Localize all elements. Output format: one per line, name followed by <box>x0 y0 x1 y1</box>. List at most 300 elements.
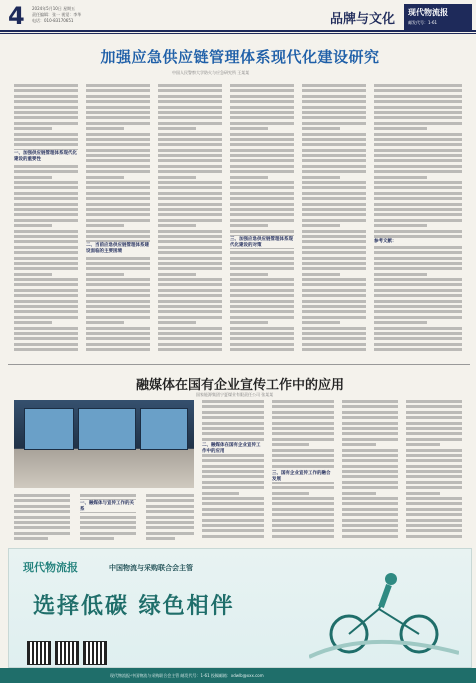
text-line <box>302 327 366 330</box>
text-line <box>374 348 462 351</box>
text-line <box>14 273 52 276</box>
text-line <box>374 203 462 206</box>
article1-subhead-2: 二、当前应急供应链管理体系建设面临的主要困境 <box>86 243 149 254</box>
text-line <box>146 499 194 502</box>
text-line <box>230 127 268 130</box>
text-line <box>406 411 462 414</box>
text-line <box>14 505 70 508</box>
text-line <box>374 305 462 308</box>
text-line <box>230 197 294 200</box>
text-line <box>302 348 366 351</box>
text-line <box>14 84 78 87</box>
text-line <box>14 348 78 351</box>
text-line <box>342 524 398 527</box>
article2-column-4 <box>202 400 264 540</box>
text-line <box>86 89 150 92</box>
text-line <box>230 310 294 313</box>
text-line <box>272 513 334 516</box>
text-line <box>374 343 462 346</box>
text-line <box>230 332 294 335</box>
text-line <box>158 257 222 260</box>
text-line <box>302 305 366 308</box>
text-line <box>158 305 222 308</box>
text-line <box>302 219 366 222</box>
text-line <box>14 240 78 243</box>
text-line <box>302 230 366 233</box>
text-line <box>230 208 294 211</box>
text-line <box>14 219 78 222</box>
text-line <box>272 400 334 403</box>
text-line <box>86 289 150 292</box>
text-line <box>302 143 366 146</box>
text-line <box>374 181 462 184</box>
article1-subhead-3: 三、加强应急供应链管理体系现代化建设的对策 <box>230 237 293 248</box>
text-line <box>14 321 52 324</box>
text-line <box>14 532 70 535</box>
text-line <box>158 203 222 206</box>
text-line <box>342 427 398 430</box>
text-line <box>374 138 462 141</box>
text-line <box>202 486 264 489</box>
text-line <box>158 283 222 286</box>
text-line <box>80 521 136 524</box>
text-line <box>302 154 366 157</box>
text-line <box>146 494 194 497</box>
text-line <box>86 332 150 335</box>
page-number: 4 <box>8 2 25 30</box>
text-line <box>342 454 398 457</box>
text-line <box>342 519 398 522</box>
text-line <box>342 513 398 516</box>
text-line <box>302 89 366 92</box>
text-line <box>374 332 462 335</box>
text-line <box>272 449 334 452</box>
text-line <box>86 273 124 276</box>
text-line <box>86 283 150 286</box>
text-line <box>158 208 222 211</box>
text-line <box>272 411 334 414</box>
text-line <box>86 267 150 270</box>
text-line <box>230 278 294 281</box>
text-line <box>406 432 462 435</box>
text-line <box>342 459 398 462</box>
text-line <box>14 343 78 346</box>
text-line <box>406 465 462 468</box>
text-line <box>406 454 462 457</box>
text-line <box>202 411 264 414</box>
text-line <box>374 186 462 189</box>
ad-slogan: 选择低碳 绿色相伴 <box>33 594 235 619</box>
text-line <box>302 257 366 260</box>
text-line <box>158 337 222 340</box>
text-line <box>272 519 334 522</box>
text-line <box>202 454 264 457</box>
text-line <box>14 235 78 238</box>
text-line <box>14 510 70 513</box>
text-line <box>302 235 366 238</box>
text-line <box>14 310 78 313</box>
text-line <box>202 529 264 532</box>
text-line <box>302 176 340 179</box>
text-line <box>158 95 222 98</box>
text-line <box>342 465 398 468</box>
text-line <box>158 127 196 130</box>
text-line <box>230 294 294 297</box>
text-line <box>80 516 136 519</box>
advertisement-banner <box>8 548 472 668</box>
text-line <box>14 106 78 109</box>
text-line <box>14 305 78 308</box>
text-line <box>86 149 150 152</box>
text-line <box>374 262 462 265</box>
text-line <box>302 283 366 286</box>
text-line <box>86 143 150 146</box>
text-line <box>86 197 150 200</box>
text-line <box>202 508 264 511</box>
text-line <box>158 176 196 179</box>
text-line <box>302 213 366 216</box>
text-line <box>230 138 294 141</box>
text-line <box>406 400 462 403</box>
text-line <box>158 192 222 195</box>
text-line <box>374 321 427 324</box>
text-line <box>302 138 366 141</box>
text-line <box>86 224 124 227</box>
text-line <box>158 111 222 114</box>
phone-line: 电话：010-83170651 <box>32 18 74 23</box>
text-line <box>272 524 334 527</box>
text-line <box>146 532 194 535</box>
text-line <box>374 273 427 276</box>
text-line <box>202 497 264 500</box>
screen-left <box>24 408 74 450</box>
text-line <box>406 459 462 462</box>
text-line <box>202 422 264 425</box>
text-line <box>158 159 222 162</box>
references-heading: 参考文献： <box>374 238 462 244</box>
text-line <box>230 122 294 125</box>
text-line <box>374 230 462 233</box>
text-line <box>158 219 222 222</box>
text-line <box>406 475 462 478</box>
article2-column-6 <box>342 400 398 540</box>
text-line <box>14 170 78 173</box>
text-line <box>80 532 136 535</box>
text-line <box>374 84 462 87</box>
text-line <box>14 537 48 540</box>
text-line <box>302 262 366 265</box>
text-line <box>272 492 309 495</box>
text-line <box>230 170 294 173</box>
text-line <box>86 170 150 173</box>
text-line <box>146 526 194 529</box>
text-line <box>302 192 366 195</box>
text-line <box>14 337 78 340</box>
text-line <box>374 300 462 303</box>
text-line <box>158 327 222 330</box>
text-line <box>406 470 462 473</box>
text-line <box>202 427 264 430</box>
text-line <box>202 492 239 495</box>
text-line <box>406 449 462 452</box>
text-line <box>158 181 222 184</box>
text-line <box>302 159 366 162</box>
text-line <box>86 176 124 179</box>
text-line <box>158 106 222 109</box>
text-line <box>302 100 366 103</box>
text-line <box>230 262 294 265</box>
text-line <box>202 481 264 484</box>
text-line <box>374 143 462 146</box>
text-line <box>86 348 150 351</box>
text-line <box>14 143 78 146</box>
text-line <box>86 262 150 265</box>
ad-footer-bar <box>0 668 476 683</box>
qr-code-2 <box>55 641 79 665</box>
text-line <box>158 224 196 227</box>
text-line <box>230 251 294 254</box>
text-line <box>406 486 462 489</box>
text-line <box>14 300 78 303</box>
text-line <box>158 300 222 303</box>
text-line <box>86 186 150 189</box>
text-line <box>230 267 294 270</box>
article1-column-6 <box>374 84 462 354</box>
text-line <box>230 348 294 351</box>
article1-subhead-1: 一、加强供应链管理体系现代化建设的重要性 <box>14 151 77 162</box>
text-line <box>14 186 78 189</box>
text-line <box>86 300 150 303</box>
text-line <box>230 176 268 179</box>
text-line <box>158 235 222 238</box>
text-line <box>14 181 78 184</box>
text-line <box>302 224 340 227</box>
text-line <box>86 310 150 313</box>
text-line <box>302 332 366 335</box>
article2-column-7 <box>406 400 462 540</box>
text-line <box>86 181 150 184</box>
text-line <box>158 251 222 254</box>
text-line <box>406 513 462 516</box>
text-line <box>86 343 150 346</box>
text-line <box>374 267 462 270</box>
text-line <box>14 526 70 529</box>
text-line <box>342 529 398 532</box>
text-line <box>406 535 462 538</box>
text-line <box>342 470 398 473</box>
text-line <box>230 273 268 276</box>
text-line <box>406 497 462 500</box>
text-line <box>202 459 264 462</box>
text-line <box>158 289 222 292</box>
text-line <box>86 337 150 340</box>
qr-code-3 <box>83 641 107 665</box>
text-line <box>202 519 264 522</box>
screen-center <box>78 408 136 450</box>
text-line <box>86 208 150 211</box>
text-line <box>230 305 294 308</box>
text-line <box>342 535 398 538</box>
text-line <box>342 449 398 452</box>
text-line <box>14 246 78 249</box>
text-line <box>86 84 150 87</box>
text-line <box>302 294 366 297</box>
text-line <box>302 95 366 98</box>
text-line <box>146 510 194 513</box>
text-line <box>342 422 398 425</box>
text-line <box>302 343 366 346</box>
text-line <box>374 149 462 152</box>
text-line <box>374 176 427 179</box>
text-line <box>86 305 150 308</box>
article1-column-4 <box>230 84 294 354</box>
text-line <box>272 535 334 538</box>
editor-credit: 责任编辑：张一 视觉：李华 <box>32 12 82 17</box>
text-line <box>14 283 78 286</box>
text-line <box>14 203 78 206</box>
text-line <box>406 422 462 425</box>
text-line <box>158 122 222 125</box>
text-line <box>342 492 376 495</box>
text-line <box>374 170 462 173</box>
qr-code-1 <box>27 641 51 665</box>
text-line <box>302 84 366 87</box>
text-line <box>86 294 150 297</box>
text-line <box>86 106 150 109</box>
text-line <box>374 100 462 103</box>
text-line <box>158 278 222 281</box>
text-line <box>86 278 150 281</box>
text-line <box>158 332 222 335</box>
text-line <box>302 251 366 254</box>
text-line <box>14 224 52 227</box>
text-line <box>374 337 462 340</box>
text-line <box>158 316 222 319</box>
text-line <box>146 516 194 519</box>
article2-subhead-2: 二、融媒体在国有企业宣传工作中的应用 <box>202 442 264 454</box>
text-line <box>158 273 196 276</box>
text-line <box>230 84 294 87</box>
text-line <box>230 95 294 98</box>
text-line <box>302 267 366 270</box>
text-line <box>230 300 294 303</box>
text-line <box>14 262 78 265</box>
text-line <box>302 203 366 206</box>
text-line <box>158 348 222 351</box>
text-line <box>202 432 264 435</box>
text-line <box>146 521 194 524</box>
text-line <box>230 316 294 319</box>
ad-footer-text: 现代物流报·中国物流与采购联合会主管 邮发代号：1-61 投稿邮箱：xdwlb@xxx.com <box>110 673 264 678</box>
text-line <box>158 321 196 324</box>
text-line <box>374 251 462 254</box>
text-line <box>158 100 222 103</box>
text-line <box>230 111 294 114</box>
text-line <box>14 122 78 125</box>
article2-byline: 国家能源集团宁夏煤业有限责任公司 张某某 <box>196 392 274 397</box>
text-line <box>158 149 222 152</box>
text-line <box>374 327 462 330</box>
text-line <box>80 537 114 540</box>
text-line <box>230 203 294 206</box>
text-line <box>14 176 52 179</box>
text-line <box>302 197 366 200</box>
text-line <box>302 165 366 168</box>
text-line <box>374 310 462 313</box>
text-line <box>374 127 427 130</box>
text-line <box>342 481 398 484</box>
screen-right <box>140 408 188 450</box>
ad-organizer: 中国物流与采购联合会主管 <box>109 564 193 572</box>
text-line <box>158 116 222 119</box>
text-line <box>230 133 294 136</box>
text-line <box>14 267 78 270</box>
text-line <box>302 240 366 243</box>
text-line <box>202 400 264 403</box>
text-line <box>302 310 366 313</box>
text-line <box>86 138 150 141</box>
text-line <box>302 133 366 136</box>
text-line <box>374 106 462 109</box>
text-line <box>86 159 150 162</box>
text-line <box>272 486 334 489</box>
text-line <box>302 316 366 319</box>
text-line <box>374 294 462 297</box>
text-line <box>202 465 264 468</box>
text-line <box>14 208 78 211</box>
text-line <box>406 481 462 484</box>
text-line <box>14 197 78 200</box>
article1-column-5 <box>302 84 366 354</box>
ad-logo: 现代物流报 <box>23 561 78 574</box>
text-line <box>374 278 462 281</box>
text-line <box>342 400 398 403</box>
text-line <box>230 116 294 119</box>
text-line <box>146 537 175 540</box>
text-line <box>406 519 462 522</box>
article1-byline: 中国人民警察大学防火与应急研究所 王某某 <box>172 70 250 75</box>
text-line <box>202 524 264 527</box>
text-line <box>302 111 366 114</box>
text-line <box>14 499 70 502</box>
text-line <box>86 257 150 260</box>
text-line <box>86 111 150 114</box>
text-line <box>14 213 78 216</box>
text-line <box>158 143 222 146</box>
text-line <box>374 165 462 168</box>
text-line <box>406 529 462 532</box>
text-line <box>406 405 462 408</box>
text-line <box>342 486 398 489</box>
article2-column-1 <box>14 494 70 543</box>
article1-title: 加强应急供应链管理体系现代化建设研究 <box>100 48 380 66</box>
text-line <box>86 219 150 222</box>
text-line <box>158 246 222 249</box>
text-line <box>374 208 462 211</box>
text-line <box>302 127 340 130</box>
issue-date: 2024年5月10日 星期五 <box>32 6 76 11</box>
text-line <box>86 127 124 130</box>
text-line <box>230 230 294 233</box>
text-line <box>230 192 294 195</box>
text-line <box>202 502 264 505</box>
article2-column-3 <box>146 494 194 543</box>
brand-code: 邮发代号：1-61 <box>408 20 438 25</box>
text-line <box>14 327 78 330</box>
text-line <box>14 516 70 519</box>
text-line <box>230 283 294 286</box>
text-line <box>230 321 268 324</box>
